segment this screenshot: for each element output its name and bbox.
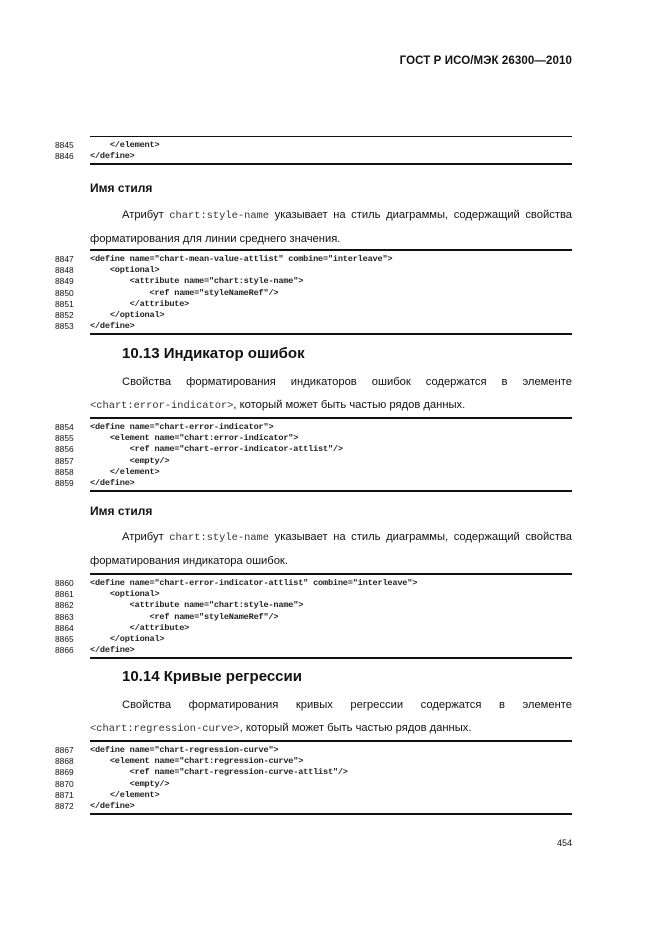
code-line xyxy=(55,645,572,656)
code-listing xyxy=(55,249,572,335)
line-code: <empty/> xyxy=(90,455,170,466)
line-number: 8852 xyxy=(55,309,74,320)
line-number: 8845 xyxy=(55,140,74,150)
paragraph-text: , который может быть частью рядов данных. xyxy=(233,398,466,411)
code-line xyxy=(55,779,572,790)
line-code: <empty/> xyxy=(90,778,170,789)
code-listing xyxy=(55,573,572,659)
code-line xyxy=(55,801,572,812)
code-line xyxy=(55,288,572,299)
code-line xyxy=(55,589,572,600)
line-code: </define> xyxy=(90,645,135,656)
line-code: </define> xyxy=(90,477,135,488)
code-line xyxy=(55,140,572,151)
line-number: 8846 xyxy=(55,151,74,162)
paragraph-text: Атрибут xyxy=(122,209,170,221)
line-number: 8871 xyxy=(55,789,74,800)
line-code: <define name="chart-error-indicator"> xyxy=(90,422,274,432)
line-number: 8860 xyxy=(55,578,74,588)
code-listing xyxy=(55,740,572,815)
line-number: 8848 xyxy=(55,265,74,276)
paragraph-text: указывает на стиль диаграммы, содержащий свойства форматирования для линии среднего значения. xyxy=(90,209,572,245)
line-number: 8862 xyxy=(55,600,74,611)
line-number: 8850 xyxy=(55,287,74,298)
line-number: 8847 xyxy=(55,254,74,264)
paragraph-text: Атрибут xyxy=(122,531,170,543)
inline-code: chart:style-name xyxy=(169,210,270,222)
line-code: </optional> xyxy=(90,309,165,320)
line-number: 8867 xyxy=(55,745,74,755)
line-code: <define name="chart-error-indicator-attlist" combine="interleave"> xyxy=(90,578,418,588)
line-code: <optional> xyxy=(90,265,160,276)
paragraph-error-indicator xyxy=(90,371,572,417)
line-code: <ref name="chart-error-indicator-attlist"/> xyxy=(90,444,343,455)
code-listing-bottom-rule xyxy=(90,163,572,165)
line-number: 8868 xyxy=(55,756,74,767)
code-line xyxy=(55,433,572,444)
line-number: 8869 xyxy=(55,767,74,778)
paragraph-style-name xyxy=(90,526,572,572)
code-line xyxy=(55,299,572,310)
line-code: </define> xyxy=(90,151,135,162)
line-number: 8864 xyxy=(55,622,74,633)
inline-code: chart:style-name xyxy=(169,532,270,544)
line-code: </element> xyxy=(90,140,160,150)
paragraph-text: указывает на стиль диаграммы, содержащий свойства форматирования индикатора ошибок. xyxy=(90,531,572,567)
line-code: </attribute> xyxy=(90,298,190,309)
line-code: <element name="chart:regression-curve"> xyxy=(90,756,304,767)
code-line xyxy=(55,276,572,287)
line-number: 8857 xyxy=(55,455,74,466)
inline-code: <chart:error-indicator> xyxy=(90,399,234,412)
code-line xyxy=(55,422,572,433)
line-number: 8866 xyxy=(55,645,74,656)
line-number: 8870 xyxy=(55,778,74,789)
code-line xyxy=(55,756,572,767)
inline-code: <chart:regression-curve> xyxy=(90,722,240,735)
line-number: 8863 xyxy=(55,611,74,622)
line-code: <element name="chart:error-indicator"> xyxy=(90,433,299,444)
line-code: <define name="chart-mean-value-attlist" combine="interleave"> xyxy=(90,254,393,264)
line-code: </define> xyxy=(90,321,135,332)
line-code: </optional> xyxy=(90,633,165,644)
line-code: </element> xyxy=(90,466,160,477)
code-line xyxy=(55,578,572,589)
section-title-10-13: 10.13 Индикатор ошибок xyxy=(122,345,305,362)
code-listing-bottom-rule xyxy=(90,657,572,659)
paragraph-regression-curve xyxy=(90,694,572,740)
subheading-style-name: Имя стиля xyxy=(90,504,153,518)
code-line xyxy=(55,310,572,321)
line-code: </attribute> xyxy=(90,622,190,633)
code-line xyxy=(55,456,572,467)
section-title-10-14: 10.14 Кривые регрессии xyxy=(122,668,302,685)
code-line xyxy=(55,321,572,332)
line-number: 8859 xyxy=(55,477,74,488)
code-listing xyxy=(55,417,572,492)
line-number: 8854 xyxy=(55,422,74,432)
code-line xyxy=(55,790,572,801)
line-code: </element> xyxy=(90,789,160,800)
code-line xyxy=(55,767,572,778)
code-line xyxy=(55,444,572,455)
line-code: <attribute name="chart:style-name"> xyxy=(90,600,304,611)
code-line xyxy=(55,623,572,634)
line-number: 8872 xyxy=(55,800,74,811)
paragraph-text: Свойства форматирования индикаторов ошибок содержатся в элементе xyxy=(122,376,572,388)
code-line xyxy=(55,265,572,276)
line-number: 8855 xyxy=(55,433,74,444)
paragraph-text: Свойства форматирования кривых регрессии содержатся в элементе xyxy=(122,699,572,711)
line-number: 8856 xyxy=(55,444,74,455)
line-code: <attribute name="chart:style-name"> xyxy=(90,276,304,287)
page-number: 454 xyxy=(556,838,572,848)
code-listing-bottom-rule xyxy=(90,333,572,335)
code-line xyxy=(55,600,572,611)
code-listing-bottom-rule xyxy=(90,490,572,492)
code-line xyxy=(55,634,572,645)
line-number: 8853 xyxy=(55,321,74,332)
code-line xyxy=(55,612,572,623)
line-number: 8858 xyxy=(55,466,74,477)
line-number: 8861 xyxy=(55,589,74,600)
line-number: 8865 xyxy=(55,633,74,644)
line-number: 8849 xyxy=(55,276,74,287)
document-header: ГОСТ Р ИСО/МЭК 26300—2010 xyxy=(399,55,572,67)
code-line xyxy=(55,467,572,478)
code-line xyxy=(55,254,572,265)
paragraph-text: , который может быть частью рядов данных. xyxy=(239,721,472,734)
subheading-style-name: Имя стиля xyxy=(90,181,153,195)
line-code: <optional> xyxy=(90,589,160,600)
line-code: <define name="chart-regression-curve"> xyxy=(90,745,279,755)
line-code: <ref name="styleNameRef"/> xyxy=(90,611,279,622)
code-line xyxy=(55,745,572,756)
line-code: </define> xyxy=(90,800,135,811)
code-listing-bottom-rule xyxy=(90,813,572,815)
code-listing xyxy=(55,136,572,165)
code-line xyxy=(55,151,572,162)
line-code: <ref name="styleNameRef"/> xyxy=(90,287,279,298)
line-number: 8851 xyxy=(55,298,74,309)
code-line xyxy=(55,478,572,489)
line-code: <ref name="chart-regression-curve-attlist"/> xyxy=(90,767,348,778)
paragraph-style-name xyxy=(90,204,572,250)
